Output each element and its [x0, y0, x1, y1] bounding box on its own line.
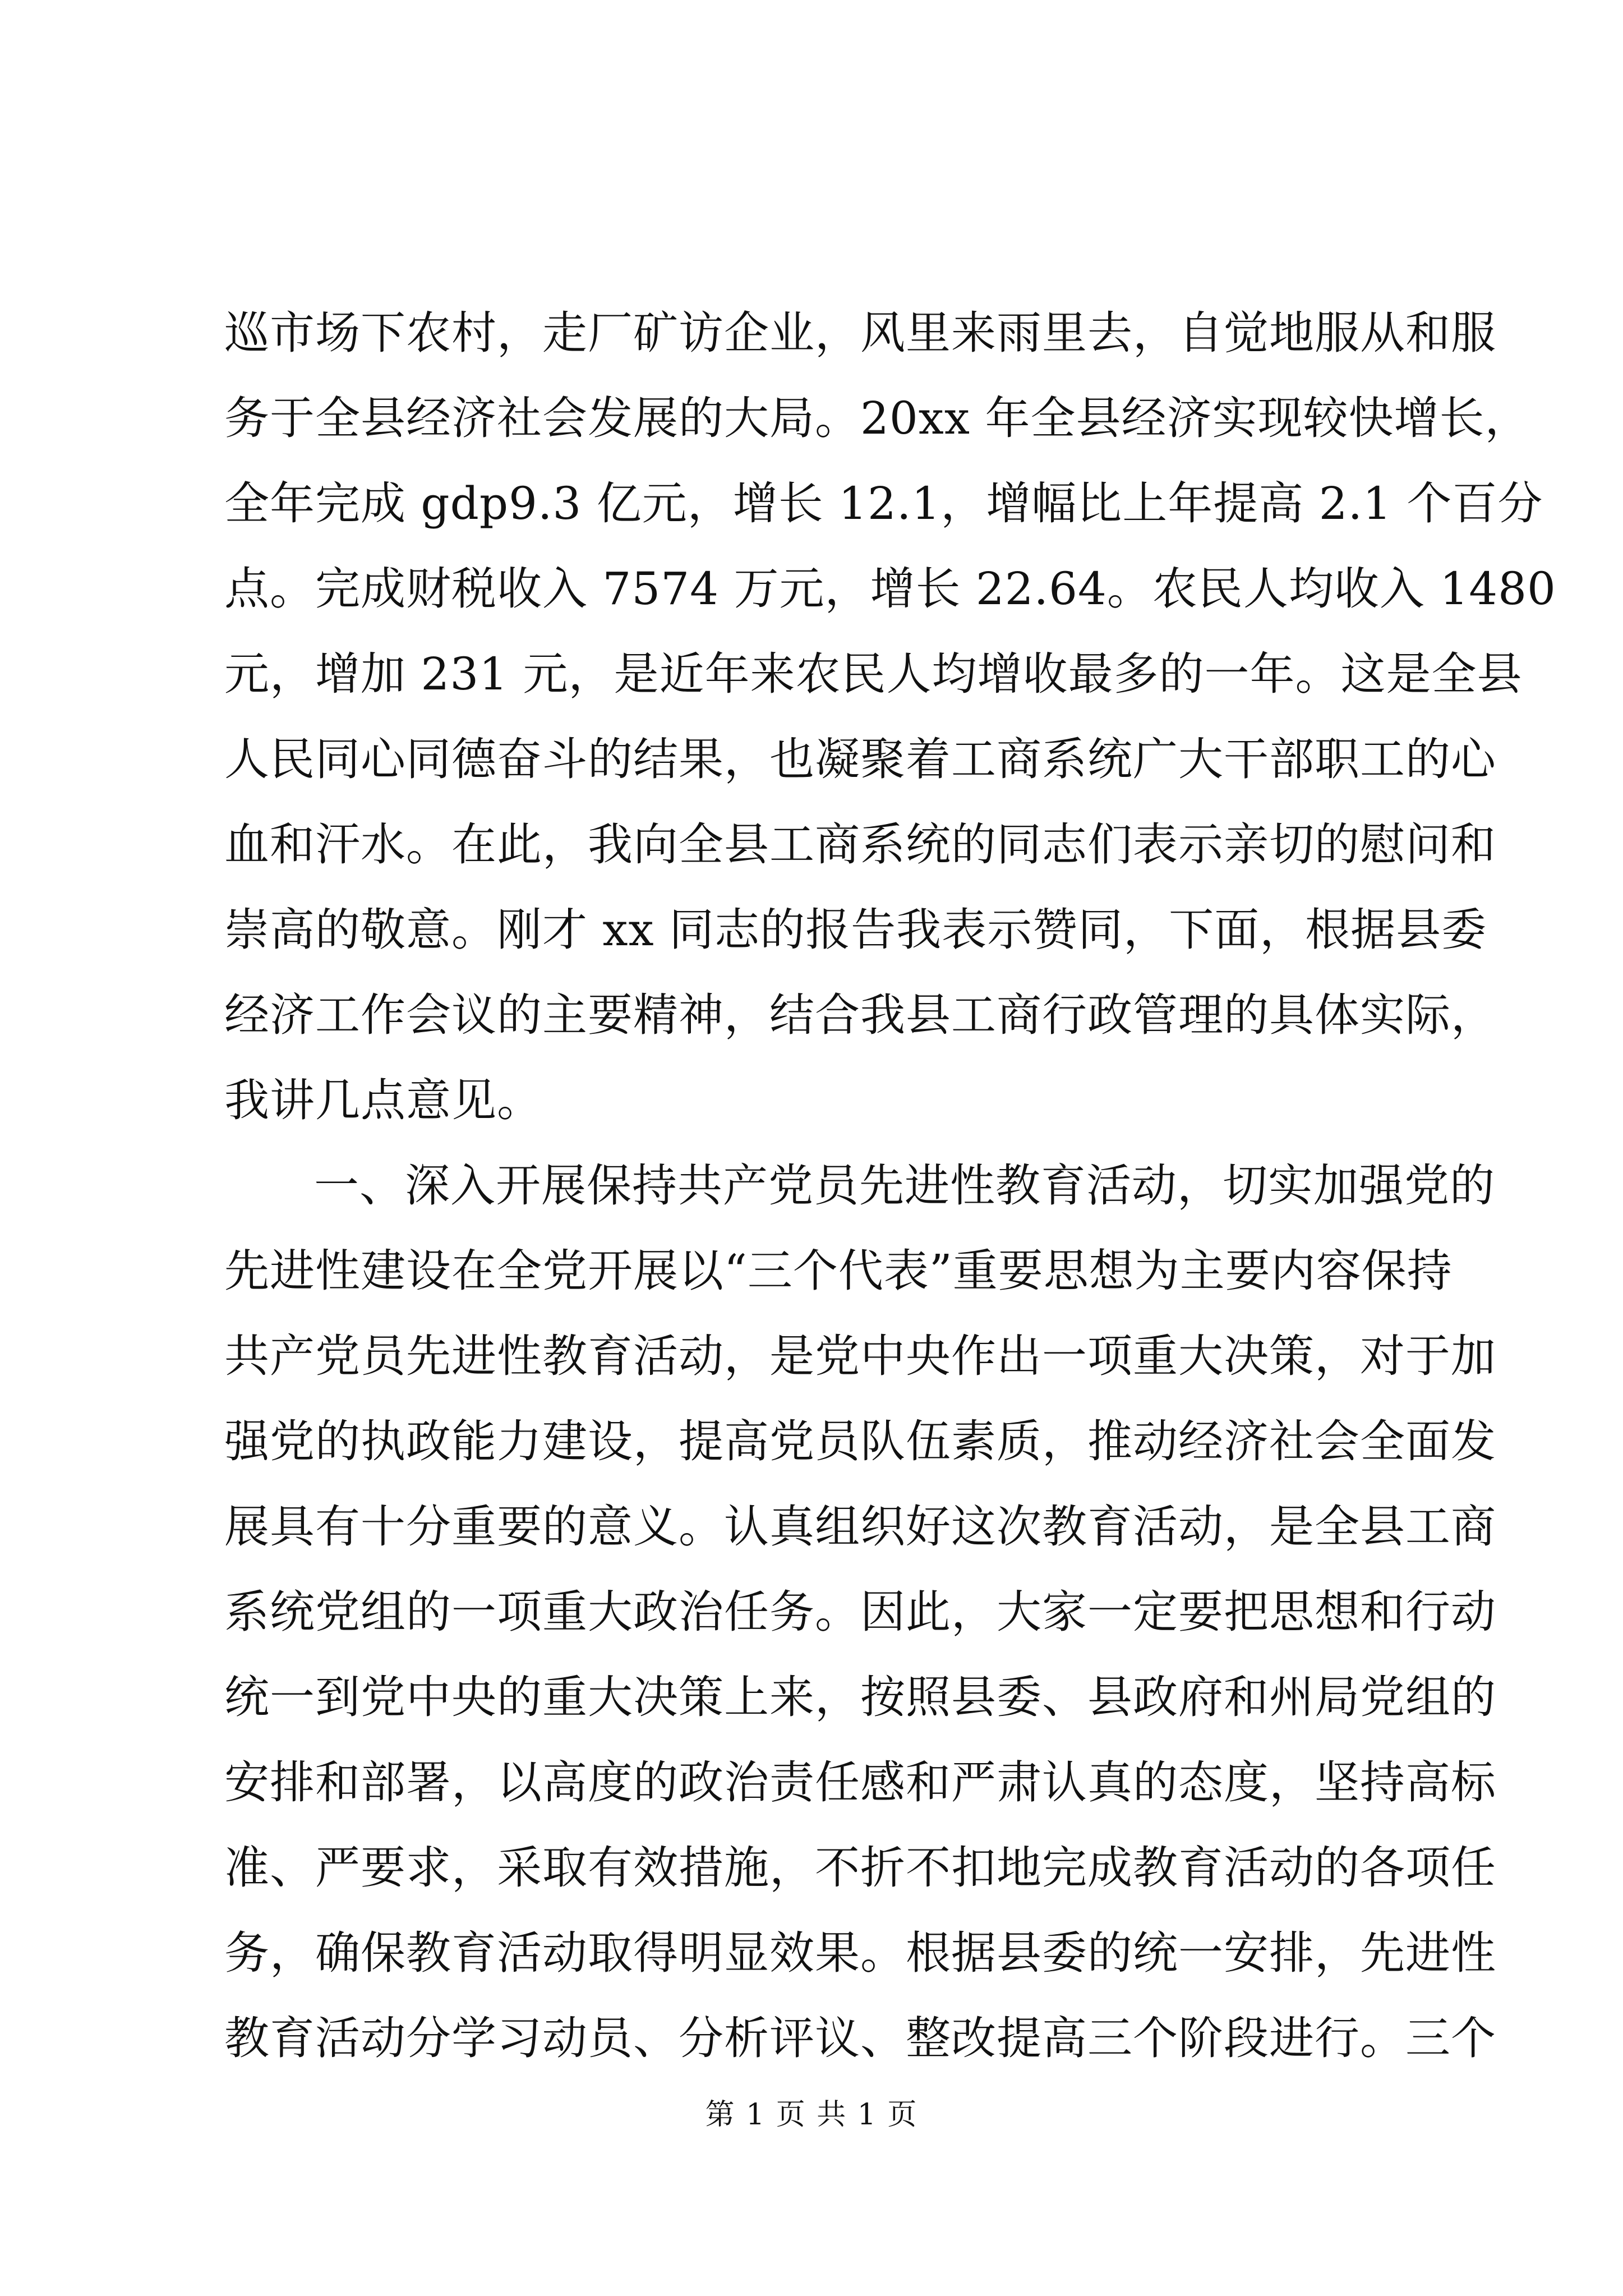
- text-line: 安排和部署，以高度的政治责任感和严肃认真的态度，坚持高标: [224, 1756, 1496, 1809]
- document-body: [224, 291, 1556, 2081]
- text-line: 血和汗水。在此，我向全县工商系统的同志们表示亲切的慰问和: [224, 818, 1496, 871]
- text-line: 巡市场下农村，走厂矿访企业，风里来雨里去，自觉地服从和服: [224, 307, 1496, 359]
- text-line: 教育活动分学习动员、分析评议、整改提高三个阶段进行。三个: [224, 2012, 1496, 2064]
- text-line: 务于全县经济社会发展的大局。20xx 年全县经济实现较快增长，: [224, 392, 1530, 444]
- text-line: 我讲几点意见。: [224, 1074, 542, 1126]
- text-line: 系统党组的一项重大政治任务。因此，大家一定要把思想和行动: [224, 1586, 1496, 1638]
- text-line: 务，确保教育活动取得明显效果。根据县委的统一安排，先进性: [224, 1927, 1496, 1979]
- page-footer: [0, 2092, 1623, 2137]
- paragraph-1: [224, 291, 1556, 1143]
- page-number-label: 第 1 页 共 1 页: [705, 2098, 918, 2132]
- text-line: 准、严要求，采取有效措施，不折不扣地完成教育活动的各项任: [224, 1842, 1496, 1894]
- text-line: 点。完成财税收入 7574 万元，增长 22.64。农民人均收入 1480: [224, 563, 1556, 615]
- text-line: 强党的执政能力建设，提高党员队伍素质，推动经济社会全面发: [224, 1415, 1496, 1467]
- text-line: 先进性建设在全党开展以“三个代表”重要思想为主要内容保持: [224, 1245, 1453, 1297]
- text-line: 全年完成 gdp9.3 亿元，增长 12.1，增幅比上年提高 2.1 个百分: [224, 477, 1543, 530]
- text-line: 元，增加 231 元，是近年来农民人均增收最多的一年。这是全县: [224, 648, 1523, 700]
- text-line: 经济工作会议的主要精神，结合我县工商行政管理的具体实际，: [224, 989, 1496, 1041]
- text-line: 展具有十分重要的意义。认真组织好这次教育活动，是全县工商: [224, 1501, 1496, 1553]
- paragraph-2: [224, 1143, 1496, 2081]
- text-line: 统一到党中央的重大决策上来，按照县委、县政府和州局党组的: [224, 1671, 1496, 1723]
- text-line: 人民同心同德奋斗的结果，也凝聚着工商系统广大干部职工的心: [224, 733, 1496, 785]
- text-line: 共产党员先进性教育活动，是党中央作出一项重大决策，对于加: [224, 1330, 1496, 1382]
- text-line: 崇高的敬意。刚才 xx 同志的报告我表示赞同，下面，根据县委: [224, 904, 1487, 956]
- section-heading-line: 一、深入开展保持共产党员先进性教育活动，切实加强党的: [314, 1159, 1495, 1212]
